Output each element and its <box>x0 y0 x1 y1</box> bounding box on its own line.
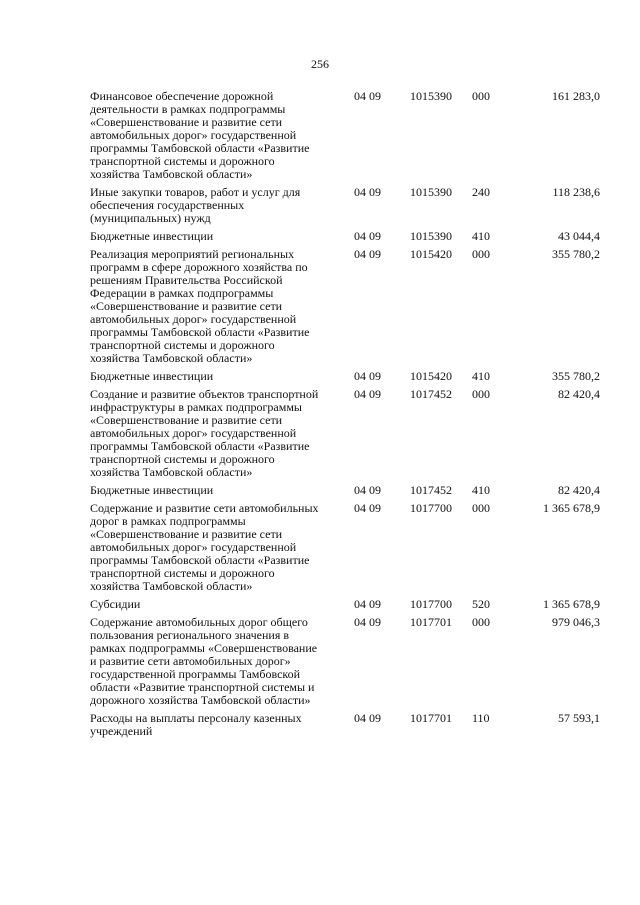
row-name-line: хозяйства Тамбовской области» <box>90 351 253 365</box>
row-name-line: пользования регионального значения в <box>90 628 290 642</box>
row-type: 520 <box>472 597 490 611</box>
table-row <box>90 598 600 611</box>
row-type: 000 <box>472 615 490 629</box>
row-name <box>90 712 354 738</box>
row-name-line: программы Тамбовской области «Развитие <box>90 553 310 567</box>
table-row <box>90 616 600 707</box>
row-name-line: транспортной системы и дорожного <box>90 566 275 580</box>
row-section: 04 09 <box>354 229 381 243</box>
row-name-line: хозяйства Тамбовской области» <box>90 167 253 181</box>
table-row <box>90 230 600 243</box>
row-name-line: государственной программы Тамбовской <box>90 667 301 681</box>
row-name-line: Финансовое обеспечение дорожной <box>90 89 274 103</box>
row-name-line: (муниципальных) нужд <box>90 211 211 225</box>
row-sum: 1 365 678,9 <box>543 597 600 611</box>
row-sum: 118 238,6 <box>552 185 600 199</box>
row-name-line: хозяйства Тамбовской области» <box>90 465 253 479</box>
row-target: 1015390 <box>410 185 452 199</box>
row-name-line: автомобильных дорог» государственной <box>90 426 297 440</box>
row-name-line: Иные закупки товаров, работ и услуг для <box>90 185 301 199</box>
row-name-line: транспортной системы и дорожного <box>90 338 275 352</box>
row-name-line: Субсидии <box>90 597 141 611</box>
row-name-line: рамках подпрограммы «Совершенствование <box>90 641 318 655</box>
row-name-line: инфраструктуры в рамках подпрограммы <box>90 400 302 414</box>
row-name-line: Бюджетные инвестиции <box>90 483 214 497</box>
row-name-line: транспортной системы и дорожного <box>90 154 275 168</box>
row-section: 04 09 <box>354 483 381 497</box>
row-section: 04 09 <box>354 185 381 199</box>
table-row <box>90 248 600 365</box>
row-name-line: «Совершенствование и развитие сети <box>90 413 283 427</box>
row-sum: 161 283,0 <box>552 89 600 103</box>
row-name-line: области «Развитие транспортной системы и <box>90 680 315 694</box>
row-name-line: хозяйства Тамбовской области» <box>90 579 253 593</box>
row-target: 1017452 <box>410 387 452 401</box>
row-name-line: дорожного хозяйства Тамбовской области» <box>90 693 311 707</box>
row-section: 04 09 <box>354 711 381 725</box>
row-name-line: программ в сфере дорожного хозяйства по <box>90 260 308 274</box>
row-target: 1015390 <box>410 89 452 103</box>
row-name-line: автомобильных дорог» государственной <box>90 312 297 326</box>
row-name-line: Реализация мероприятий региональных <box>90 247 295 261</box>
row-section: 04 09 <box>354 501 381 515</box>
row-name-line: учреждений <box>90 724 153 738</box>
row-target: 1015420 <box>410 369 452 383</box>
row-name-line: транспортной системы и дорожного <box>90 452 275 466</box>
row-name-line: Расходы на выплаты персоналу казенных <box>90 711 302 725</box>
table-row <box>90 90 600 181</box>
row-sum: 82 420,4 <box>558 387 600 401</box>
row-name-line: Федерации в рамках подпрограммы <box>90 286 274 300</box>
row-section: 04 09 <box>354 597 381 611</box>
row-name-line: автомобильных дорог» государственной <box>90 128 297 142</box>
row-type: 410 <box>472 483 490 497</box>
row-name-line: дорог в рамках подпрограммы <box>90 514 246 528</box>
row-sum: 355 780,2 <box>552 247 600 261</box>
row-name-line: автомобильных дорог» государственной <box>90 540 297 554</box>
row-name <box>90 370 354 383</box>
row-type: 410 <box>472 369 490 383</box>
row-name <box>90 90 354 181</box>
row-name-line: Содержание и развитие сети автомобильных <box>90 501 319 515</box>
row-name-line: и развитие сети автомобильных дорог» <box>90 654 291 668</box>
row-name-line: программы Тамбовской области «Развитие <box>90 325 310 339</box>
row-name-line: обеспечения государственных <box>90 198 245 212</box>
row-type: 000 <box>472 387 490 401</box>
row-section: 04 09 <box>354 615 381 629</box>
row-target: 1017452 <box>410 483 452 497</box>
row-target: 1017700 <box>410 597 452 611</box>
row-name <box>90 502 354 593</box>
row-type: 110 <box>472 711 490 725</box>
row-name-line: программы Тамбовской области «Развитие <box>90 141 310 155</box>
budget-table <box>90 90 600 743</box>
row-sum: 43 044,4 <box>558 229 600 243</box>
row-name-line: Создание и развитие объектов транспортной <box>90 387 319 401</box>
row-name-line: программы Тамбовской области «Развитие <box>90 439 310 453</box>
row-section: 04 09 <box>354 387 381 401</box>
row-name <box>90 388 354 479</box>
row-sum: 57 593,1 <box>558 711 600 725</box>
row-name-line: решениям Правительства Российской <box>90 273 283 287</box>
row-type: 000 <box>472 89 490 103</box>
row-target: 1015390 <box>410 229 452 243</box>
row-name-line: Содержание автомобильных дорог общего <box>90 615 308 629</box>
row-target: 1017701 <box>410 615 452 629</box>
table-row <box>90 712 600 738</box>
row-name-line: «Совершенствование и развитие сети <box>90 299 283 313</box>
row-sum: 979 046,3 <box>552 615 600 629</box>
row-sum: 355 780,2 <box>552 369 600 383</box>
row-target: 1015420 <box>410 247 452 261</box>
row-name-line: «Совершенствование и развитие сети <box>90 115 283 129</box>
row-name <box>90 484 354 497</box>
row-name <box>90 248 354 365</box>
table-row <box>90 370 600 383</box>
row-target: 1017701 <box>410 711 452 725</box>
row-type: 410 <box>472 229 490 243</box>
row-name <box>90 230 354 243</box>
row-type: 240 <box>472 185 490 199</box>
row-name <box>90 186 354 225</box>
row-type: 000 <box>472 501 490 515</box>
table-row <box>90 388 600 479</box>
row-target: 1017700 <box>410 501 452 515</box>
row-name-line: «Совершенствование и развитие сети <box>90 527 283 541</box>
row-name-line: Бюджетные инвестиции <box>90 369 214 383</box>
row-name <box>90 616 354 707</box>
row-section: 04 09 <box>354 89 381 103</box>
row-section: 04 09 <box>354 369 381 383</box>
row-name <box>90 598 354 611</box>
row-name-line: деятельности в рамках подпрограммы <box>90 102 286 116</box>
table-row <box>90 484 600 497</box>
table-row <box>90 502 600 593</box>
page-number: 256 <box>311 57 329 71</box>
row-name-line: Бюджетные инвестиции <box>90 229 214 243</box>
row-sum: 82 420,4 <box>558 483 600 497</box>
table-row <box>90 186 600 225</box>
row-sum: 1 365 678,9 <box>543 501 600 515</box>
row-section: 04 09 <box>354 247 381 261</box>
row-type: 000 <box>472 247 490 261</box>
